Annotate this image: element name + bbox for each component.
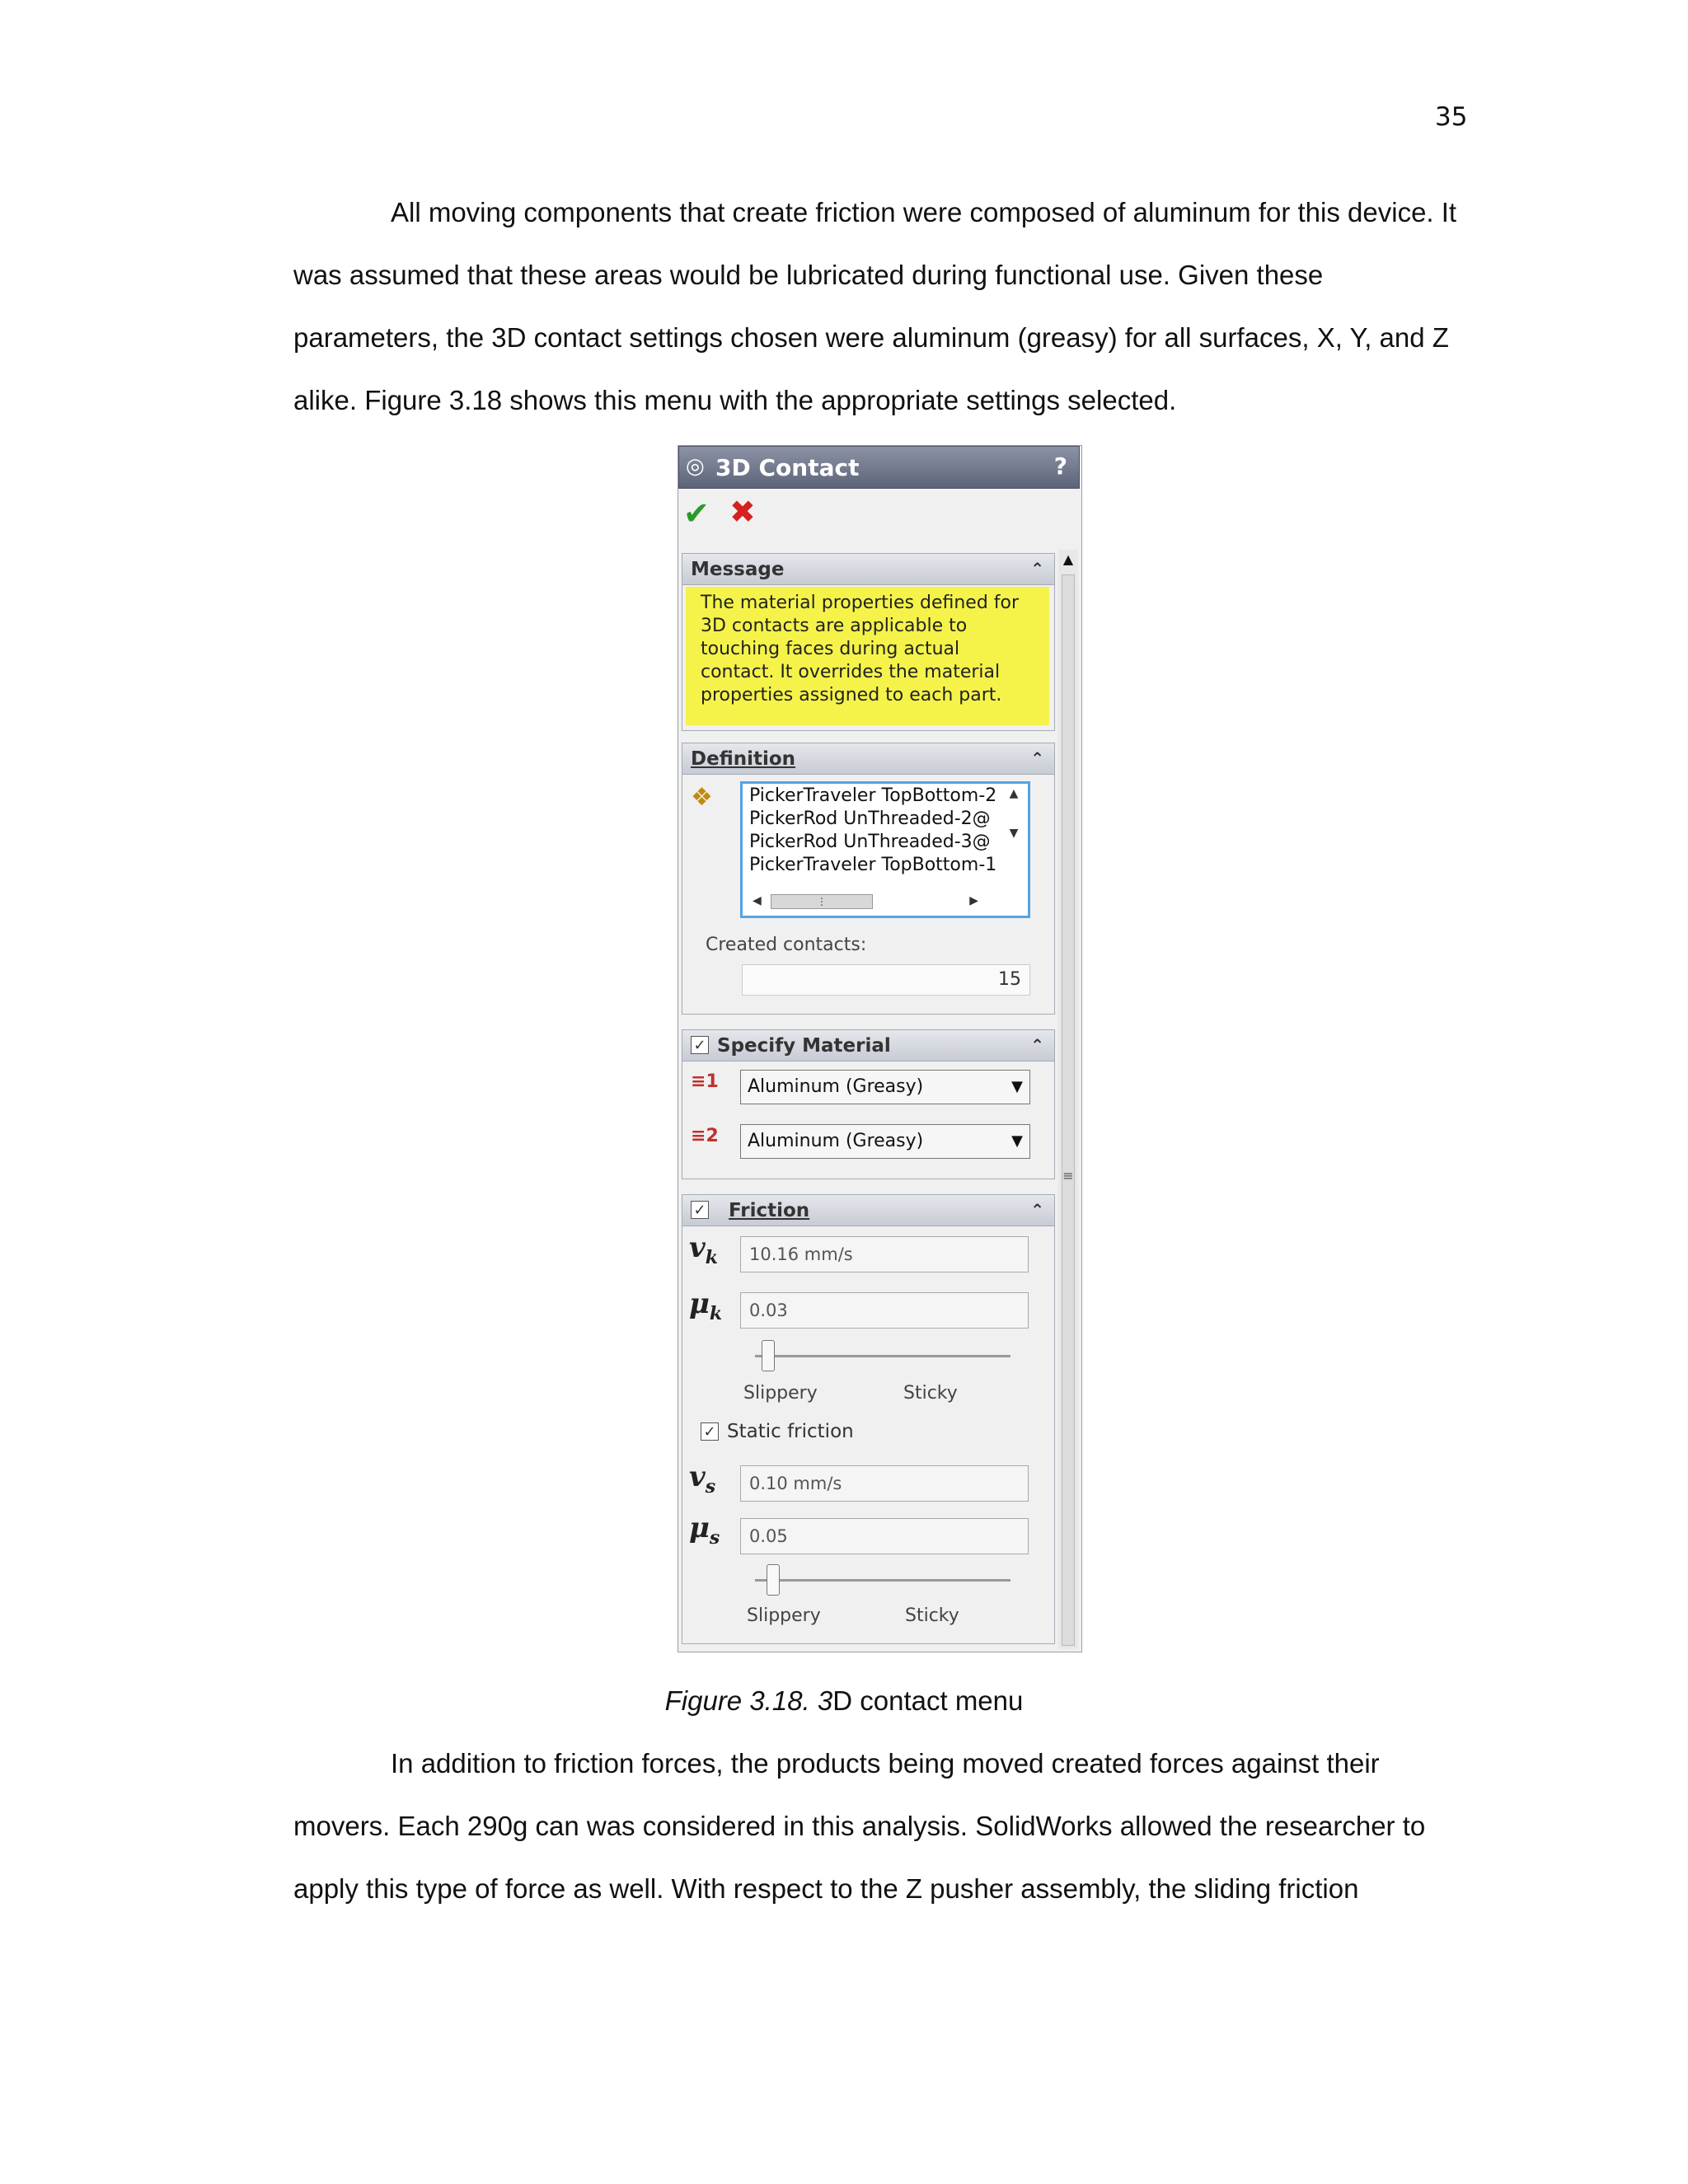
message-line: touching faces during actual — [701, 639, 960, 659]
collapse-chevron-icon[interactable]: ⌃ — [1030, 1200, 1044, 1220]
slider-sticky-label: Sticky — [903, 1383, 958, 1404]
static-coefficient-field[interactable]: 0.05 — [740, 1518, 1029, 1554]
static-velocity-symbol: $v_s$ — [689, 1460, 716, 1497]
panel-titlebar — [678, 446, 1080, 489]
components-icon: ❖ — [691, 783, 713, 812]
close-icon[interactable]: ✖ — [729, 494, 756, 530]
material-1-icon: ≡1 — [691, 1071, 719, 1092]
message-header[interactable] — [682, 554, 1054, 585]
material-1-value: Aluminum (Greasy) — [748, 1076, 924, 1097]
kinetic-coefficient-symbol: $\mu_k$ — [689, 1287, 723, 1324]
text-line: All moving components that create friction were composed of aluminum for this device. It — [391, 197, 1457, 227]
material-2-icon: ≡2 — [691, 1126, 719, 1146]
collapse-chevron-icon[interactable]: ⌃ — [1030, 1035, 1044, 1055]
scroll-up-arrow-icon[interactable]: ▲ — [1062, 551, 1074, 567]
definition-header-label: Definition — [691, 748, 796, 770]
specify-material-checkbox[interactable]: ✓ — [691, 1036, 709, 1054]
paragraph-2 — [293, 1732, 1464, 1920]
text-line: parameters, the 3D contact settings chosen were aluminum (greasy) for all surfaces, X, Y, and Z — [293, 322, 1449, 353]
slider-slippery-label: Slippery — [743, 1383, 818, 1404]
slider-slippery-label: Slippery — [747, 1605, 821, 1626]
friction-checkbox[interactable]: ✓ — [691, 1201, 709, 1219]
scroll-track[interactable] — [1062, 574, 1075, 1646]
panel-title: 3D Contact — [715, 454, 860, 481]
help-button[interactable]: ? — [1053, 452, 1067, 480]
material-2-select[interactable] — [740, 1124, 1030, 1159]
checkmark-icon[interactable]: ✔ — [683, 495, 710, 532]
text-line: In addition to friction forces, the products being moved created forces against their — [391, 1748, 1380, 1779]
material-2-value: Aluminum (Greasy) — [748, 1131, 924, 1151]
text-line: movers. Each 290g can was considered in this analysis. SolidWorks allowed the researcher to — [293, 1811, 1426, 1841]
kinetic-friction-slider[interactable] — [755, 1355, 1010, 1357]
created-contacts-field: 15 — [742, 964, 1030, 996]
components-listbox[interactable] — [740, 781, 1030, 918]
kinetic-velocity-field[interactable]: 10.16 mm/s — [740, 1236, 1029, 1272]
chevron-down-icon[interactable]: ▼ — [1011, 1132, 1023, 1150]
friction-label: Friction — [729, 1200, 810, 1221]
list-item[interactable]: PickerRod UnThreaded-3@ — [749, 832, 991, 852]
message-line: 3D contacts are applicable to — [701, 616, 968, 636]
static-friction-checkbox[interactable]: ✓ — [701, 1422, 719, 1441]
panel-scrollbar[interactable] — [1058, 550, 1078, 1649]
scroll-left-arrow-icon[interactable]: ◀ — [753, 894, 762, 907]
kinetic-friction-slider-thumb[interactable] — [762, 1340, 775, 1371]
specify-material-header[interactable] — [682, 1030, 1054, 1062]
collapse-chevron-icon[interactable]: ⌃ — [1030, 748, 1044, 768]
list-item[interactable]: PickerTraveler TopBottom-1 — [749, 855, 997, 875]
text-line: alike. Figure 3.18 shows this menu with the appropriate settings selected. — [293, 385, 1177, 415]
collapse-chevron-icon[interactable]: ⌃ — [1030, 559, 1044, 579]
message-line: The material properties defined for — [701, 593, 1020, 613]
static-friction-slider[interactable] — [755, 1579, 1010, 1582]
figure-caption — [0, 1685, 1688, 1717]
scroll-thumb[interactable]: ⋮ — [771, 894, 873, 909]
text-line: apply this type of force as well. With respect to the Z pusher assembly, the sliding friction — [293, 1873, 1359, 1904]
material-1-select[interactable] — [740, 1070, 1030, 1104]
contact-icon: ◎ — [686, 454, 705, 479]
scroll-grip-icon[interactable]: ≡ — [1062, 1168, 1074, 1183]
figure-caption-text: D contact menu — [832, 1685, 1024, 1716]
definition-header[interactable] — [682, 743, 1054, 775]
created-contacts-label: Created contacts: — [706, 935, 867, 955]
friction-group — [682, 1194, 1055, 1644]
chevron-down-icon[interactable]: ▼ — [1011, 1078, 1023, 1095]
slider-sticky-label: Sticky — [905, 1605, 959, 1626]
listbox-vertical-scrollbar[interactable]: ▲ ▼ — [1009, 787, 1019, 840]
figure-caption-label: Figure 3.18. 3 — [664, 1685, 833, 1716]
paragraph-1 — [293, 181, 1464, 432]
message-box — [686, 587, 1049, 725]
message-group — [682, 553, 1055, 731]
page-number: 35 — [1435, 102, 1468, 132]
message-line: contact. It overrides the material — [701, 662, 1001, 682]
static-coefficient-symbol: $\mu_s$ — [689, 1511, 720, 1549]
list-item[interactable]: PickerRod UnThreaded-2@ — [749, 808, 991, 829]
friction-header[interactable] — [682, 1195, 1054, 1226]
list-item[interactable]: PickerTraveler TopBottom-2 — [749, 785, 997, 806]
message-line: properties assigned to each part. — [701, 685, 1002, 705]
static-velocity-field[interactable]: 0.10 mm/s — [740, 1465, 1029, 1502]
specify-material-label: Specify Material — [717, 1035, 891, 1057]
scroll-right-arrow-icon[interactable]: ▶ — [969, 894, 978, 907]
specify-material-group — [682, 1029, 1055, 1179]
static-friction-slider-thumb[interactable] — [767, 1564, 780, 1596]
text-line: was assumed that these areas would be lubricated during functional use. Given these — [293, 260, 1324, 290]
3d-contact-panel — [678, 445, 1082, 1652]
message-header-label: Message — [691, 559, 785, 580]
kinetic-coefficient-field[interactable]: 0.03 — [740, 1292, 1029, 1329]
listbox-horizontal-scrollbar[interactable] — [751, 891, 998, 912]
static-friction-label: Static friction — [727, 1421, 854, 1442]
definition-group — [682, 743, 1055, 1015]
kinetic-velocity-symbol: $v_k$ — [689, 1231, 719, 1268]
